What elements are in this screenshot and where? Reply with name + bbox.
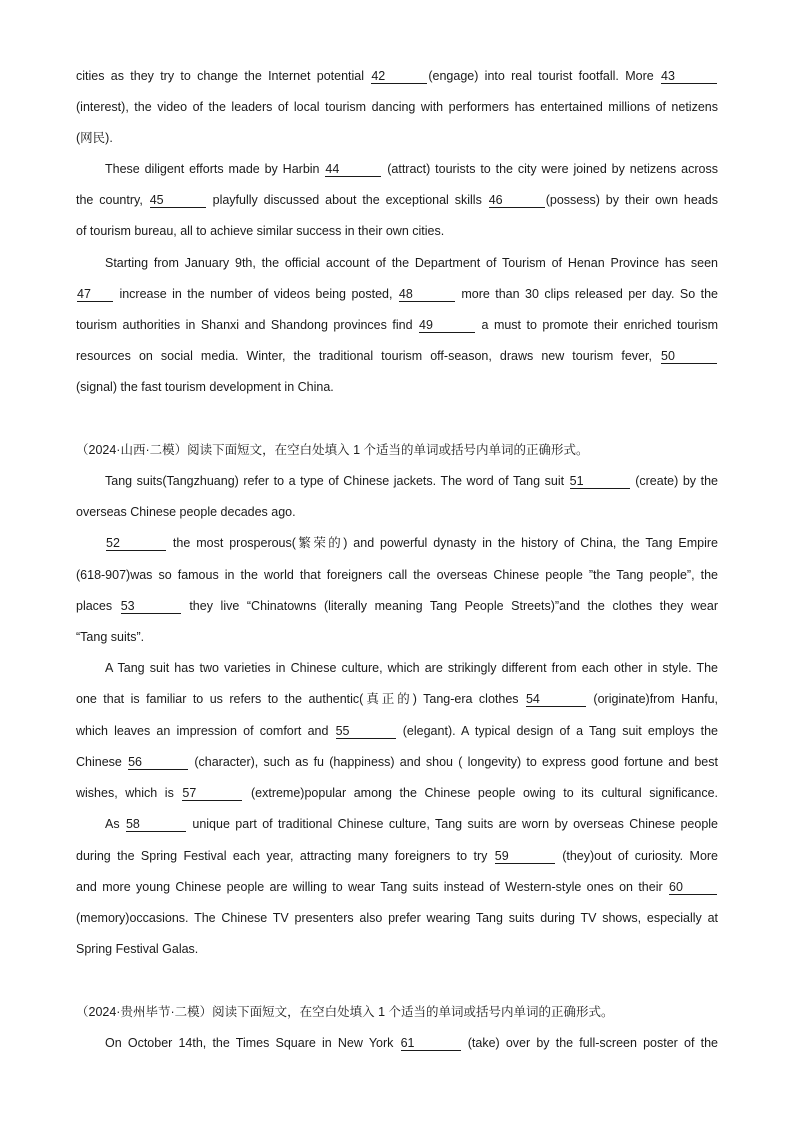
passage1-line-2: (interest), the video of the leaders of local tourism dancing with performers has entertained millions of netizens: [76, 100, 718, 114]
passage3-heading: （2024·贵州毕节·二模）阅读下面短文，在空白处填入 1 个适当的单词或括号内单词的正确形式。: [76, 1005, 614, 1019]
blank-61[interactable]: 61: [401, 1036, 461, 1051]
blank-52[interactable]: 52: [106, 536, 166, 551]
passage2-line-14: and more young Chinese people are willing to wear Tang suits instead of Western-style ones on their 60: [76, 872, 718, 903]
passage1-line-10: resources on social media. Winter, the traditional tourism off-season, draws new tourism fever, 50: [76, 341, 718, 372]
blank-54[interactable]: 54: [526, 692, 586, 707]
blank-51[interactable]: 51: [570, 474, 630, 489]
passage2-line-9: which leaves an impression of comfort and 55 (elegant). A typical design of a Tang suit employs the: [76, 724, 718, 738]
passage1-line-9: tourism authorities in Shanxi and Shandong provinces find 49 a must to promote their enriched tourism: [76, 318, 718, 332]
blank-57[interactable]: 57: [182, 786, 242, 801]
passage1-line-7: Starting from January 9th, the official account of the Department of Tourism of Henan Province has seen: [105, 256, 718, 270]
passage2-line-15: (memory)occasions. The Chinese TV presenters also prefer wearing Tang suits during TV shows, especially at: [76, 911, 718, 925]
blank-59[interactable]: 59: [495, 849, 555, 864]
passage2-line-13: during the Spring Festival each year, attracting many foreigners to try 59 (they)out of curiosity. More: [76, 849, 718, 863]
passage2-line-2: overseas Chinese people decades ago.: [76, 505, 296, 519]
passage2-line-4: (618-907)was so famous in the world that foreigners call the overseas Chinese people ”the Tang people”, the: [76, 568, 718, 582]
passage2-line-5: places 53 they live “Chinatowns (literally meaning Tang People Streets)”and the clothes they wear: [76, 599, 718, 613]
blank-49[interactable]: 49: [419, 318, 475, 333]
passage2-line-16: Spring Festival Galas.: [76, 942, 199, 956]
blank-44[interactable]: 44: [325, 162, 381, 177]
passage2-line-3: 52 the most prosperous(繁荣的) and powerful dynasty in the history of China, the Tang Empire: [106, 536, 718, 550]
blank-43[interactable]: 43: [661, 69, 717, 84]
passage1-line-5: the country, 45 playfully discussed about the exceptional skills 46 (possess) by their own heads: [76, 193, 718, 207]
blank-56[interactable]: 56: [128, 755, 188, 770]
passage2-line-1: Tang suits(Tangzhuang) refer to a type of Chinese jackets. The word of Tang suit 51 (create) by the: [105, 474, 718, 488]
passage2-heading: （2024·山西·二模）阅读下面短文，在空白处填入 1 个适当的单词或括号内单词的正确形式。: [76, 443, 589, 457]
blank-53[interactable]: 53: [121, 599, 181, 614]
passage3-line-1: On October 14th, the Times Square in New York 61 (take) over by the full-screen poster of the: [105, 1036, 718, 1050]
passage1-line-11: (signal) the fast tourism development in China.: [76, 380, 334, 394]
blank-50[interactable]: 50: [661, 349, 717, 364]
passage1-line-4: These diligent efforts made by Harbin 44 (attract) tourists to the city were joined by netizens across: [105, 162, 718, 176]
blank-46[interactable]: 46: [489, 193, 545, 208]
blank-60[interactable]: 60: [669, 880, 717, 895]
passage1-line-3: (网民).: [76, 131, 113, 145]
blank-58[interactable]: 58: [126, 817, 186, 832]
blank-42[interactable]: 42: [371, 69, 427, 84]
passage2-line-6: “Tang suits”.: [76, 630, 145, 644]
passage1-line-1: cities as they try to change the Internet potential 42 (engage) into real tourist footfall. More 43: [76, 61, 718, 92]
blank-48[interactable]: 48: [399, 287, 455, 302]
passage2-line-11: wishes, which is 57 (extreme)popular among the Chinese people owing to its cultural significance.: [76, 786, 718, 800]
passage2-line-12: As 58 unique part of traditional Chinese culture, Tang suits are worn by overseas Chinese people: [105, 817, 718, 831]
passage1-line-8: 47 increase in the number of videos being posted, 48 more than 30 clips released per day. So the: [77, 287, 718, 301]
blank-47[interactable]: 47: [77, 287, 113, 302]
passage2-line-10: Chinese 56 (character), such as fu (happiness) and shou ( longevity) to express good fortune and best: [76, 755, 718, 769]
passage2-line-8: one that is familiar to us refers to the authentic(真正的) Tang-era clothes 54 (originate)from Hanfu,: [76, 692, 718, 706]
blank-55[interactable]: 55: [336, 724, 396, 739]
passage1-line-6: of tourism bureau, all to achieve similar success in their own cities.: [76, 224, 445, 238]
passage2-line-7: A Tang suit has two varieties in Chinese culture, which are strikingly different from each other in style. The: [105, 661, 718, 675]
blank-45[interactable]: 45: [150, 193, 206, 208]
